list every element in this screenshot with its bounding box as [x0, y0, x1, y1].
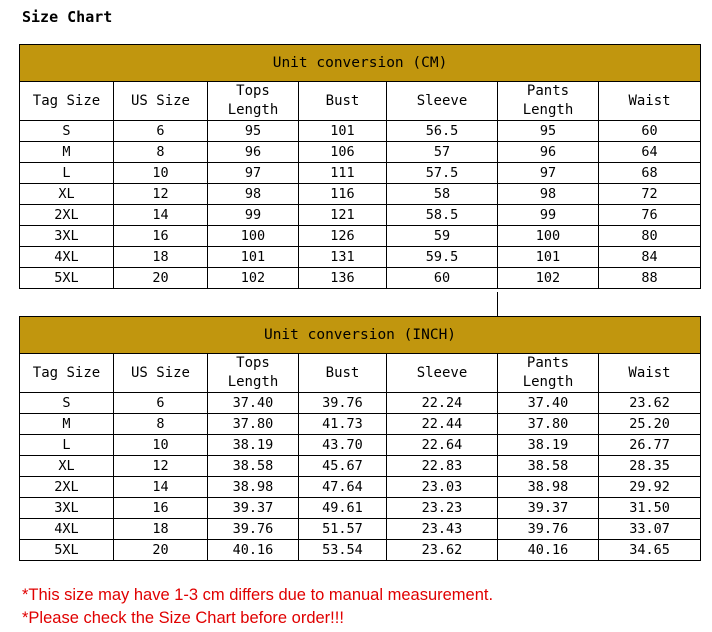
table-cell: 97: [498, 163, 599, 184]
table-row: [20, 414, 701, 435]
table-cell: 131: [299, 247, 387, 268]
table-cell: 58.5: [387, 205, 498, 226]
column-header: Bust: [299, 354, 387, 393]
table-cell: 6: [114, 393, 208, 414]
table-cell: 23.23: [387, 498, 498, 519]
table-cell: 60: [599, 121, 701, 142]
table-cell: 126: [299, 226, 387, 247]
table-cell: 76: [599, 205, 701, 226]
table-cell: 8: [114, 142, 208, 163]
table-cell: 84: [599, 247, 701, 268]
table-cell: 99: [208, 205, 299, 226]
column-header: Tops Length: [208, 82, 299, 121]
column-header: US Size: [114, 354, 208, 393]
table-cell: 5XL: [20, 268, 114, 289]
table-cell: 57: [387, 142, 498, 163]
table-row: [20, 163, 701, 184]
inch-size-table: [19, 316, 701, 561]
table-row: [20, 247, 701, 268]
table-cell: 40.16: [208, 540, 299, 561]
table-cell: 47.64: [299, 477, 387, 498]
table-cell: 18: [114, 519, 208, 540]
table-cell: 3XL: [20, 498, 114, 519]
table-cell: 2XL: [20, 477, 114, 498]
table-cell: 22.24: [387, 393, 498, 414]
cm-size-table: [19, 44, 701, 289]
table-cell: 18: [114, 247, 208, 268]
table-cell: 37.40: [498, 393, 599, 414]
table-cell: 6: [114, 121, 208, 142]
table-caption: Unit conversion (INCH): [20, 317, 701, 354]
column-header: Waist: [599, 82, 701, 121]
table-cell: 106: [299, 142, 387, 163]
column-header: Pants Length: [498, 354, 599, 393]
column-header: Pants Length: [498, 82, 599, 121]
table-cell: 26.77: [599, 435, 701, 456]
table-cell: 57.5: [387, 163, 498, 184]
table-cell: 64: [599, 142, 701, 163]
table-cell: 37.80: [498, 414, 599, 435]
table-row: [20, 540, 701, 561]
table-cell: 53.54: [299, 540, 387, 561]
measurement-note: *This size may have 1-3 cm differs due to manual measurement.: [22, 586, 494, 604]
table-cell: 43.70: [299, 435, 387, 456]
table-cell: 4XL: [20, 519, 114, 540]
column-header: Tag Size: [20, 82, 114, 121]
table-cell: 14: [114, 205, 208, 226]
table-cell: 102: [208, 268, 299, 289]
table-cell: 10: [114, 163, 208, 184]
table-cell: XL: [20, 456, 114, 477]
table-cell: 23.62: [387, 540, 498, 561]
table-cell: 56.5: [387, 121, 498, 142]
table-cell: 98: [208, 184, 299, 205]
table-cell: 40.16: [498, 540, 599, 561]
table-cell: 72: [599, 184, 701, 205]
table-cell: 37.40: [208, 393, 299, 414]
table-cell: 34.65: [599, 540, 701, 561]
table-cell: 111: [299, 163, 387, 184]
table-cell: 68: [599, 163, 701, 184]
table-cell: 38.98: [208, 477, 299, 498]
table-cell: 22.44: [387, 414, 498, 435]
table-cell: 38.58: [498, 456, 599, 477]
table-cell: 39.37: [208, 498, 299, 519]
table-cell: 101: [498, 247, 599, 268]
table-cell: 100: [498, 226, 599, 247]
table-cell: 3XL: [20, 226, 114, 247]
table-cell: 23.62: [599, 393, 701, 414]
column-header: Sleeve: [387, 82, 498, 121]
table-cell: XL: [20, 184, 114, 205]
table-cell: 80: [599, 226, 701, 247]
table-cell: 4XL: [20, 247, 114, 268]
table-cell: 25.20: [599, 414, 701, 435]
table-cell: 38.58: [208, 456, 299, 477]
table-cell: 2XL: [20, 205, 114, 226]
table-cell: 58: [387, 184, 498, 205]
column-header: Tops Length: [208, 354, 299, 393]
table-cell: 29.92: [599, 477, 701, 498]
table-cell: 16: [114, 226, 208, 247]
table-cell: 39.37: [498, 498, 599, 519]
table-cell: 96: [208, 142, 299, 163]
table-cell: L: [20, 163, 114, 184]
table-cell: 88: [599, 268, 701, 289]
table-cell: 16: [114, 498, 208, 519]
table-cell: 116: [299, 184, 387, 205]
table-cell: 38.19: [498, 435, 599, 456]
table-cell: 38.19: [208, 435, 299, 456]
divider-line: [497, 292, 498, 316]
table-row: [20, 121, 701, 142]
table-cell: 98: [498, 184, 599, 205]
table-cell: 101: [299, 121, 387, 142]
table-row: [20, 435, 701, 456]
table-cell: M: [20, 414, 114, 435]
table-cell: 39.76: [299, 393, 387, 414]
table-cell: 96: [498, 142, 599, 163]
table-row: [20, 226, 701, 247]
table-cell: 8: [114, 414, 208, 435]
table-cell: 49.61: [299, 498, 387, 519]
table-cell: 45.67: [299, 456, 387, 477]
table-row: [20, 498, 701, 519]
table-cell: 20: [114, 540, 208, 561]
table-cell: 41.73: [299, 414, 387, 435]
page-title: Size Chart: [22, 8, 113, 26]
table-cell: 20: [114, 268, 208, 289]
table-row: [20, 205, 701, 226]
column-header: US Size: [114, 82, 208, 121]
table-cell: 39.76: [498, 519, 599, 540]
table-cell: 121: [299, 205, 387, 226]
table-cell: 99: [498, 205, 599, 226]
table-row: [20, 519, 701, 540]
table-cell: 95: [208, 121, 299, 142]
table-cell: 31.50: [599, 498, 701, 519]
table-cell: 12: [114, 456, 208, 477]
table-cell: 33.07: [599, 519, 701, 540]
table-cell: 59: [387, 226, 498, 247]
table-cell: 136: [299, 268, 387, 289]
table-cell: 38.98: [498, 477, 599, 498]
table-cell: 5XL: [20, 540, 114, 561]
table-cell: 97: [208, 163, 299, 184]
table-caption: Unit conversion (CM): [20, 45, 701, 82]
table-cell: 23.43: [387, 519, 498, 540]
table-cell: M: [20, 142, 114, 163]
table-cell: 22.64: [387, 435, 498, 456]
table-cell: 12: [114, 184, 208, 205]
table-row: [20, 268, 701, 289]
table-cell: 28.35: [599, 456, 701, 477]
table-cell: 39.76: [208, 519, 299, 540]
column-header: Waist: [599, 354, 701, 393]
table-cell: 59.5: [387, 247, 498, 268]
table-row: [20, 456, 701, 477]
table-cell: 100: [208, 226, 299, 247]
table-cell: 51.57: [299, 519, 387, 540]
table-cell: 37.80: [208, 414, 299, 435]
table-row: [20, 477, 701, 498]
table-row: [20, 142, 701, 163]
table-cell: S: [20, 121, 114, 142]
column-header: Bust: [299, 82, 387, 121]
table-cell: 101: [208, 247, 299, 268]
table-row: [20, 393, 701, 414]
table-cell: 95: [498, 121, 599, 142]
column-header: Tag Size: [20, 354, 114, 393]
table-cell: 22.83: [387, 456, 498, 477]
table-cell: S: [20, 393, 114, 414]
check-chart-note: *Please check the Size Chart before order!!!: [22, 609, 344, 627]
table-cell: L: [20, 435, 114, 456]
table-cell: 23.03: [387, 477, 498, 498]
column-header: Sleeve: [387, 354, 498, 393]
table-cell: 60: [387, 268, 498, 289]
table-cell: 102: [498, 268, 599, 289]
table-cell: 10: [114, 435, 208, 456]
table-cell: 14: [114, 477, 208, 498]
table-row: [20, 184, 701, 205]
